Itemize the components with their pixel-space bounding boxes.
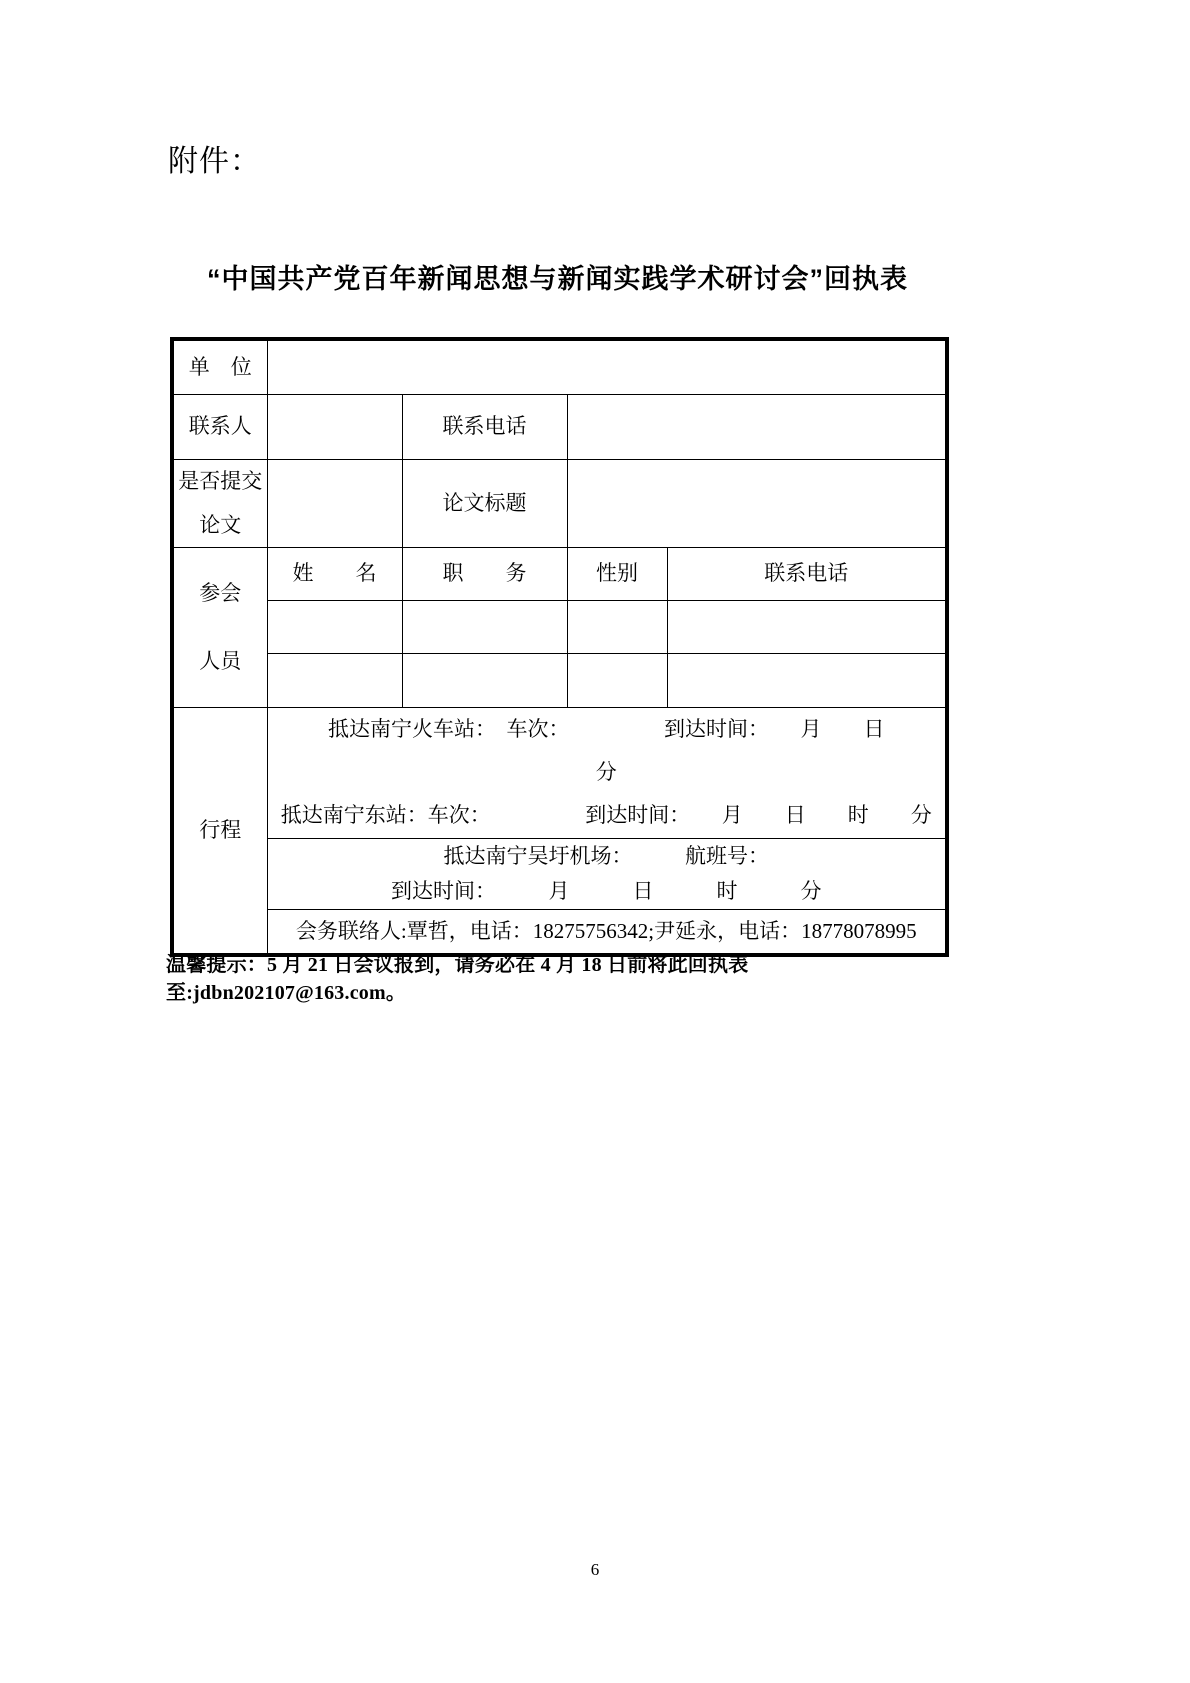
header-position-cell: 职 务: [402, 547, 567, 600]
participant2-name-cell[interactable]: [267, 653, 402, 707]
trip-label-cell: 行程: [172, 707, 267, 955]
table-row-trip-airport: [172, 838, 947, 909]
participant2-gender-cell[interactable]: [567, 653, 667, 707]
paper-title-label-cell: 论文标题: [402, 459, 567, 547]
table-row-contact: [172, 394, 947, 459]
unit-value-cell[interactable]: [267, 339, 947, 394]
trip-airport-line2: 到达时间： 月 日 时 分: [391, 878, 822, 903]
participant2-phone-cell[interactable]: [667, 653, 947, 707]
trip-organizer-cell: 会务联络人:覃哲，电话：18275756342;尹延永，电话：18778078995: [267, 909, 947, 955]
reply-form-table: [170, 337, 949, 957]
participant1-name-cell[interactable]: [267, 600, 402, 653]
paper-submit-label-line2: 论文: [199, 513, 242, 537]
attachment-label: 附件：: [168, 145, 261, 178]
header-gender-cell: 性别: [567, 547, 667, 600]
participant-row-2: [172, 653, 947, 707]
trip-train-line1: 抵达南宁火车站： 车次： 到达时间： 月 日: [328, 717, 885, 741]
trip-train-cell[interactable]: [267, 707, 947, 838]
participant1-phone-cell[interactable]: [667, 600, 947, 653]
contact-phone-value-cell[interactable]: [567, 394, 947, 459]
participants-label-line1: 参会: [199, 580, 242, 605]
page-title: “中国共产党百年新闻思想与新闻实践学术研讨会”回执表: [207, 264, 908, 294]
participant1-gender-cell[interactable]: [567, 600, 667, 653]
header-name-cell: 姓 名: [267, 547, 402, 600]
contact-value-cell[interactable]: [267, 394, 402, 459]
paper-title-value-cell[interactable]: [567, 459, 947, 547]
paper-submit-label-cell: [172, 459, 267, 547]
table-row-trip-train: [172, 707, 947, 838]
participants-label-line2: 人员: [199, 649, 242, 673]
table-row-paper: [172, 459, 947, 547]
contact-label-cell: 联系人: [172, 394, 267, 459]
table-row-participants-header: [172, 547, 947, 600]
table-row-unit: [172, 339, 947, 394]
page-number: 6: [590, 1560, 600, 1579]
participant-row-1: [172, 600, 947, 653]
header-phone-cell: 联系电话: [667, 547, 947, 600]
contact-phone-label-cell: 联系电话: [402, 394, 567, 459]
participants-label-cell: [172, 547, 267, 707]
paper-submit-value-cell[interactable]: [267, 459, 402, 547]
paper-submit-label-line1: 是否提交: [178, 468, 263, 493]
trip-east-station-line: 抵达南宁东站：车次： 到达时间： 月 日 时 分: [280, 803, 932, 827]
participant2-position-cell[interactable]: [402, 653, 567, 707]
footer-note: 温馨提示：5 月 21 日会议报到，请务必在 4 月 18 日前将此回执表至:jdbn202107@163.com。: [166, 954, 749, 1004]
trip-airport-line1: 抵达南宁吴圩机场： 航班号：: [443, 843, 769, 868]
participant1-position-cell[interactable]: [402, 600, 567, 653]
trip-train-line2: 分: [595, 760, 617, 784]
trip-airport-cell[interactable]: [267, 838, 947, 909]
table-row-organizer-contact: [172, 909, 947, 955]
unit-label-cell: 单 位: [172, 339, 267, 394]
